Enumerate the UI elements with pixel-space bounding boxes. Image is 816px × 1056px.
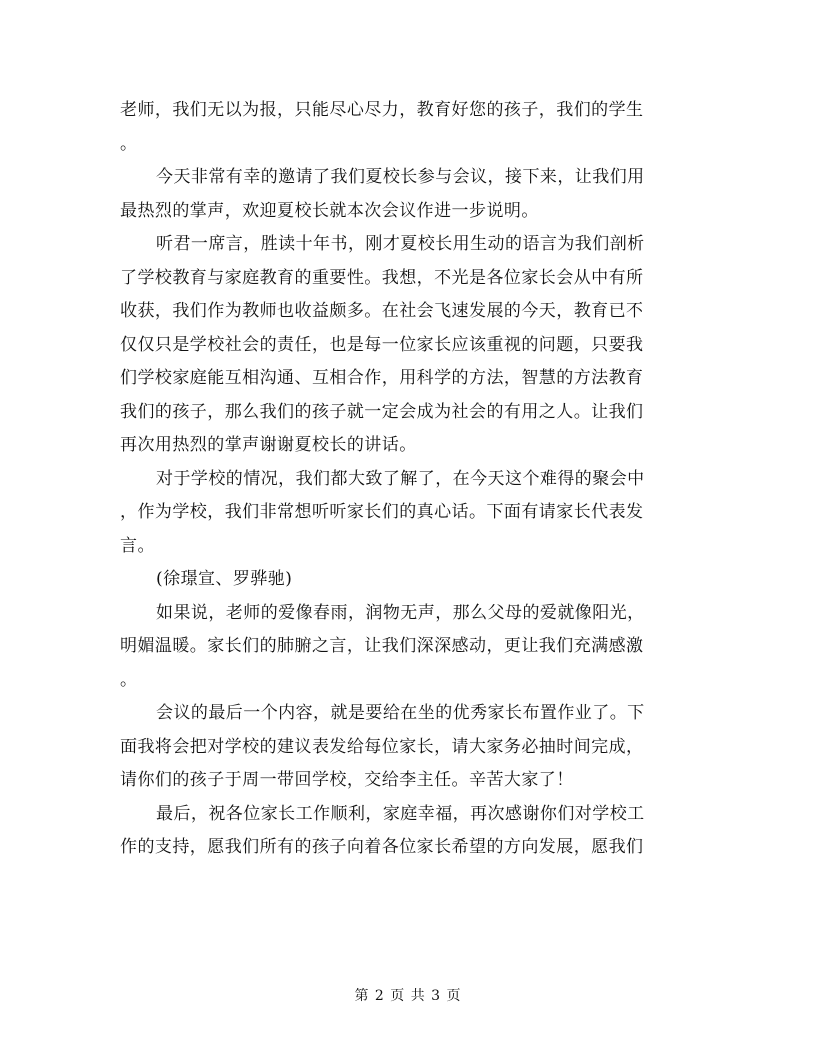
page-footer: 第 2 页 共 3 页 <box>354 988 462 1004</box>
paragraph-line: 收获，我们作为教师也收益颇多。在社会飞速发展的今天，教育已不 <box>120 301 644 321</box>
paragraph-line: 作的支持，愿我们所有的孩子向着各位家长希望的方向发展，愿我们 <box>120 837 644 857</box>
paragraph-line: 。 <box>120 669 138 690</box>
paragraph-line: ，作为学校，我们非常想听听家长们的真心话。下面有请家长代表发 <box>120 502 644 522</box>
paragraph <box>120 798 696 865</box>
paragraph-line: 今天非常有幸的邀请了我们夏校长参与会议，接下来，让我们用 <box>156 167 645 187</box>
paragraph-line: 如果说，老师的爱像春雨，润物无声，那么父母的爱就像阳光， <box>156 602 645 623</box>
paragraph-line: 对于学校的情况，我们都大致了解了，在今天这个难得的聚会中 <box>156 468 645 489</box>
paragraph-line: 了学校教育与家庭教育的重要性。我想，不光是各位家长会从中有所 <box>120 267 644 288</box>
paragraph-line: 最热烈的掌声，欢迎夏校长就本次会议作进一步说明。 <box>120 200 539 221</box>
paragraph <box>120 228 696 463</box>
document-body <box>120 94 696 865</box>
paragraph <box>120 597 696 698</box>
paragraph <box>120 463 696 564</box>
paragraph-line: 听君一席言，胜读十年书，刚才夏校长用生动的语言为我们剖析 <box>156 234 645 254</box>
paragraph-line: 会议的最后一个内容，就是要给在坐的优秀家长布置作业了。下 <box>156 703 645 723</box>
paragraph <box>120 94 696 161</box>
paragraph-line: 最后，祝各位家长工作顺利，家庭幸福，再次感谢你们对学校工 <box>156 803 645 824</box>
paragraph <box>120 161 696 228</box>
paragraph <box>120 563 696 597</box>
paragraph-line: 我们的孩子，那么我们的孩子就一定会成为社会的有用之人。让我们 <box>120 401 644 422</box>
paragraph-line: 明媚温暖。家长们的肺腑之言，让我们深深感动，更让我们充满感激 <box>120 636 644 656</box>
paragraph-line: 再次用热烈的掌声谢谢夏校长的讲话。 <box>120 435 417 455</box>
paragraph-line: 。 <box>120 133 138 154</box>
paragraph-line: (徐璟宣、罗骅驰) <box>156 569 293 589</box>
paragraph-line: 面我将会把对学校的建议表发给每位家长，请大家务必抽时间完成， <box>120 736 644 757</box>
paragraph-line: 仅仅只是学校社会的责任，也是每一位家长应该重视的问题，只要我 <box>120 334 644 355</box>
paragraph <box>120 697 696 798</box>
paragraph-line: 请你们的孩子于周一带回学校，交给李主任。辛苦大家了！ <box>120 770 574 790</box>
paragraph-line: 老师，我们无以为报，只能尽心尽力，教育好您的孩子，我们的学生 <box>120 100 644 120</box>
paragraph-line: 们学校家庭能互相沟通、互相合作，用科学的方法，智慧的方法教育 <box>120 368 644 388</box>
paragraph-line: 言。 <box>120 535 155 556</box>
